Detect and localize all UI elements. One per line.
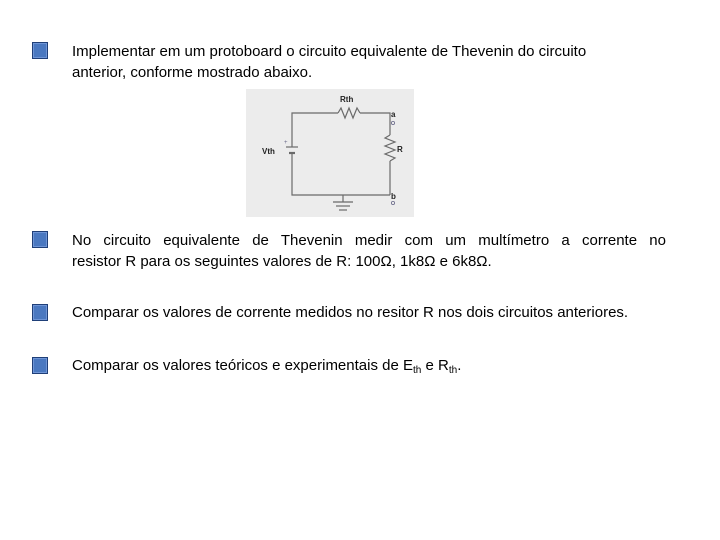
terminal-b (391, 201, 394, 204)
bullet-3-line-1: Comparar os valores de corrente medidos no resitor R nos dois circuitos anteriores. (72, 304, 629, 321)
bullet-4-sub-rth: th (448, 365, 458, 376)
plus-sign: + (284, 140, 288, 146)
rth-resistor-icon (338, 108, 360, 118)
node-b-label: b (391, 192, 396, 201)
bullet-square-icon (32, 357, 48, 374)
bullet-4-prefix: Comparar os valores teóricos e experimentais de E (72, 357, 413, 374)
bullet-square-icon (32, 231, 48, 248)
battery-icon (286, 141, 298, 159)
bullet-text-3 (72, 302, 628, 323)
bullet-text-1 (72, 41, 586, 83)
bullet-text-4 (72, 355, 461, 376)
bullet-1-line-1: Implementar em um protoboard o circuito equivalente de Thevenin do circuito (72, 43, 587, 60)
node-a-label: a (391, 110, 396, 119)
bullet-4-sub-eth: th (413, 365, 422, 376)
bullet-2-line-2: resistor R para os seguintes valores de R: 100Ω, 1k8Ω e 6k8Ω. (72, 253, 492, 270)
vth-label: Vth (262, 147, 275, 156)
r-label: R (397, 145, 403, 154)
bullet-text-2 (72, 230, 666, 272)
wire-top-left (292, 113, 338, 141)
rth-label: Rth (340, 95, 354, 104)
bullet-1-line-2: anterior, conforme mostrado abaixo. (72, 64, 313, 81)
terminal-a (391, 121, 394, 124)
bullet-square-icon (32, 304, 48, 321)
bullet-4-middle: e R (421, 357, 449, 374)
bullet-2-line-1: No circuito equivalente de Thevenin medir com um multímetro a corrente no (72, 232, 666, 249)
wire-top-right (360, 113, 390, 135)
thevenin-circuit-diagram (246, 89, 414, 217)
bullet-4-suffix: . (457, 357, 462, 374)
wire-bottom (292, 159, 390, 195)
r-resistor-icon (385, 135, 395, 161)
bullet-square-icon (32, 42, 48, 59)
